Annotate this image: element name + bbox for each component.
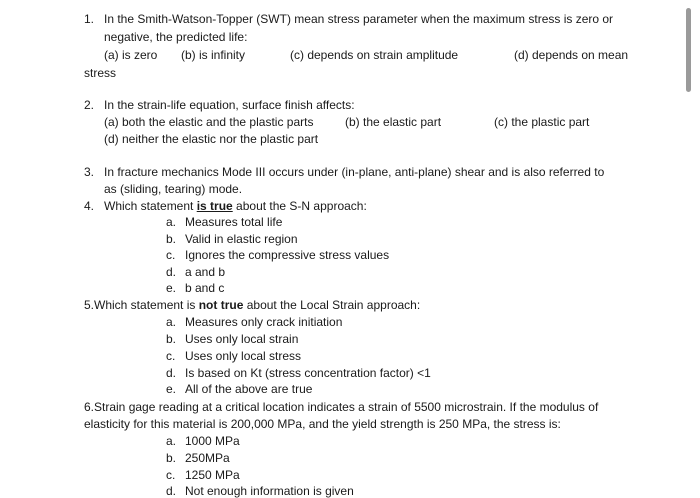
item-text: 250MPa bbox=[185, 451, 230, 465]
option-b: (b) is infinity bbox=[181, 48, 246, 62]
item-letter: d. bbox=[166, 366, 177, 380]
item-text: 1250 MPa bbox=[185, 468, 240, 482]
emphasis: not true bbox=[198, 298, 244, 312]
question-text: 5.Which statement is not true about the Local Strain approach: bbox=[84, 298, 421, 312]
question-text: elasticity for this material is 200,000 MPa, and the yield strength is 250 MPa, the stress is: bbox=[84, 417, 561, 431]
option-c: (c) the plastic part bbox=[494, 115, 590, 129]
item-text: Valid in elastic region bbox=[185, 232, 298, 246]
item-letter: d. bbox=[166, 484, 177, 498]
question-text: 6.Strain gage reading at a critical location indicates a strain of 5500 microstrain. If the modulus of bbox=[84, 400, 599, 414]
item-letter: b. bbox=[166, 332, 177, 346]
question-text: In the Smith-Watson-Topper (SWT) mean stress parameter when the maximum stress is zero or bbox=[104, 12, 614, 26]
item-text: Not enough information is given bbox=[185, 484, 354, 498]
emphasis: is true bbox=[196, 199, 233, 213]
item-letter: c. bbox=[166, 248, 176, 262]
item-text: Is based on Kt (stress concentration factor) <1 bbox=[185, 366, 431, 380]
question-text: Which statement is true about the S-N approach: bbox=[104, 199, 367, 213]
question-number: 2. bbox=[84, 98, 95, 112]
question-text: In the strain-life equation, surface finish affects: bbox=[104, 98, 355, 112]
item-letter: a. bbox=[166, 434, 177, 448]
item-letter: b. bbox=[166, 451, 177, 465]
option-a: (a) is zero bbox=[104, 48, 158, 62]
option-d: (d) neither the elastic nor the plastic part bbox=[104, 132, 319, 146]
item-letter: a. bbox=[166, 215, 177, 229]
question-text: In fracture mechanics Mode III occurs under (in-plane, anti-plane) shear and is also referred to bbox=[104, 165, 605, 179]
item-text: 1000 MPa bbox=[185, 434, 240, 448]
question-number: 4. bbox=[84, 199, 95, 213]
item-letter: e. bbox=[166, 281, 177, 295]
scrollbar[interactable] bbox=[686, 8, 691, 92]
item-text: All of the above are true bbox=[185, 382, 313, 396]
item-text: Uses only local stress bbox=[185, 349, 302, 363]
item-text: b and c bbox=[185, 281, 225, 295]
question-number: 1. bbox=[84, 12, 95, 26]
option-d-continued: stress bbox=[84, 66, 117, 80]
option-c: (c) depends on strain amplitude bbox=[290, 48, 459, 62]
question-text: negative, the predicted life: bbox=[104, 30, 248, 44]
item-text: Measures total life bbox=[185, 215, 283, 229]
option-d: (d) depends on mean bbox=[514, 48, 629, 62]
option-b: (b) the elastic part bbox=[345, 115, 442, 129]
item-text: Ignores the compressive stress values bbox=[185, 248, 390, 262]
option-a: (a) both the elastic and the plastic parts bbox=[104, 115, 314, 129]
question-text: as (sliding, tearing) mode. bbox=[104, 182, 243, 196]
item-letter: c. bbox=[166, 349, 176, 363]
item-text: Uses only local strain bbox=[185, 332, 299, 346]
item-letter: d. bbox=[166, 265, 177, 279]
item-letter: e. bbox=[166, 382, 177, 396]
question-number: 3. bbox=[84, 165, 95, 179]
item-text: Measures only crack initiation bbox=[185, 315, 343, 329]
item-text: a and b bbox=[185, 265, 226, 279]
item-letter: c. bbox=[166, 468, 176, 482]
item-letter: a. bbox=[166, 315, 177, 329]
item-letter: b. bbox=[166, 232, 177, 246]
